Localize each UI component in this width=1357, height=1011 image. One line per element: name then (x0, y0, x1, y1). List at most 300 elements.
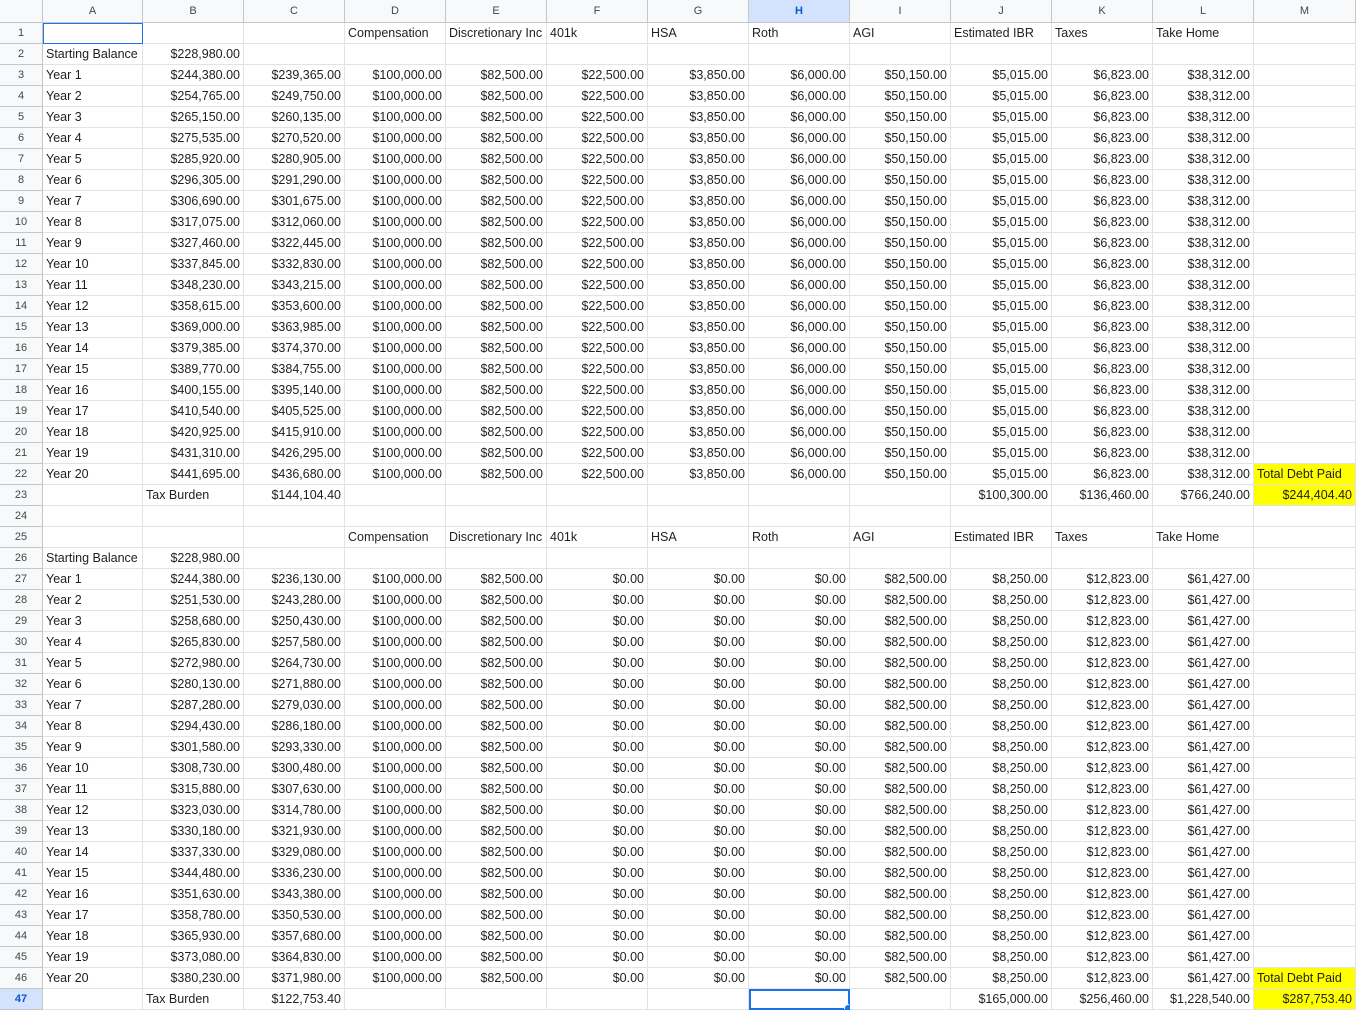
cell-a15[interactable]: Year 13 (43, 317, 143, 338)
cell-i13[interactable]: $50,150.00 (850, 275, 951, 296)
row-header-27[interactable]: 27 (0, 569, 43, 590)
row-header-30[interactable]: 30 (0, 632, 43, 653)
cell-d15[interactable]: $100,000.00 (345, 317, 446, 338)
cell-l23[interactable]: $766,240.00 (1153, 485, 1254, 506)
cell-j17[interactable]: $5,015.00 (951, 359, 1052, 380)
cell-k34[interactable]: $12,823.00 (1052, 716, 1153, 737)
cell-b4[interactable]: $254,765.00 (143, 86, 244, 107)
cell-f5[interactable]: $22,500.00 (547, 107, 648, 128)
cell-d8[interactable]: $100,000.00 (345, 170, 446, 191)
cell-d1[interactable]: Compensation (345, 23, 446, 44)
cell-i34[interactable]: $82,500.00 (850, 716, 951, 737)
cell-g11[interactable]: $3,850.00 (648, 233, 749, 254)
cell-c46[interactable]: $371,980.00 (244, 968, 345, 989)
cell-a17[interactable]: Year 15 (43, 359, 143, 380)
cell-k7[interactable]: $6,823.00 (1052, 149, 1153, 170)
cell-k23[interactable]: $136,460.00 (1052, 485, 1153, 506)
cell-h4[interactable]: $6,000.00 (749, 86, 850, 107)
cell-k15[interactable]: $6,823.00 (1052, 317, 1153, 338)
cell-h2[interactable] (749, 44, 850, 65)
cell-h44[interactable]: $0.00 (749, 926, 850, 947)
fill-handle[interactable] (844, 1004, 850, 1010)
cell-l30[interactable]: $61,427.00 (1153, 632, 1254, 653)
cell-f8[interactable]: $22,500.00 (547, 170, 648, 191)
cell-m20[interactable] (1254, 422, 1356, 443)
cell-a34[interactable]: Year 8 (43, 716, 143, 737)
cell-b21[interactable]: $431,310.00 (143, 443, 244, 464)
cell-d14[interactable]: $100,000.00 (345, 296, 446, 317)
cell-l8[interactable]: $38,312.00 (1153, 170, 1254, 191)
cell-c22[interactable]: $436,680.00 (244, 464, 345, 485)
cell-h28[interactable]: $0.00 (749, 590, 850, 611)
cell-a12[interactable]: Year 10 (43, 254, 143, 275)
cell-a32[interactable]: Year 6 (43, 674, 143, 695)
cell-f33[interactable]: $0.00 (547, 695, 648, 716)
cell-h40[interactable]: $0.00 (749, 842, 850, 863)
row-header-44[interactable]: 44 (0, 926, 43, 947)
cell-l47[interactable]: $1,228,540.00 (1153, 989, 1254, 1010)
row-header-22[interactable]: 22 (0, 464, 43, 485)
cell-i27[interactable]: $82,500.00 (850, 569, 951, 590)
row-header-7[interactable]: 7 (0, 149, 43, 170)
row-header-23[interactable]: 23 (0, 485, 43, 506)
column-header-f[interactable]: F (547, 0, 648, 23)
cell-f37[interactable]: $0.00 (547, 779, 648, 800)
cell-m25[interactable] (1254, 527, 1356, 548)
cell-b13[interactable]: $348,230.00 (143, 275, 244, 296)
cell-c29[interactable]: $250,430.00 (244, 611, 345, 632)
row-header-37[interactable]: 37 (0, 779, 43, 800)
cell-c21[interactable]: $426,295.00 (244, 443, 345, 464)
cell-h41[interactable]: $0.00 (749, 863, 850, 884)
cell-l46[interactable]: $61,427.00 (1153, 968, 1254, 989)
cell-b37[interactable]: $315,880.00 (143, 779, 244, 800)
cell-i4[interactable]: $50,150.00 (850, 86, 951, 107)
cell-m21[interactable] (1254, 443, 1356, 464)
column-header-j[interactable]: J (951, 0, 1052, 23)
cell-m45[interactable] (1254, 947, 1356, 968)
cell-l14[interactable]: $38,312.00 (1153, 296, 1254, 317)
cell-h27[interactable]: $0.00 (749, 569, 850, 590)
cell-e4[interactable]: $82,500.00 (446, 86, 547, 107)
cell-j10[interactable]: $5,015.00 (951, 212, 1052, 233)
cell-f31[interactable]: $0.00 (547, 653, 648, 674)
cell-a39[interactable]: Year 13 (43, 821, 143, 842)
cell-c13[interactable]: $343,215.00 (244, 275, 345, 296)
cell-a29[interactable]: Year 3 (43, 611, 143, 632)
cell-i44[interactable]: $82,500.00 (850, 926, 951, 947)
cell-i21[interactable]: $50,150.00 (850, 443, 951, 464)
cell-e30[interactable]: $82,500.00 (446, 632, 547, 653)
column-header-i[interactable]: I (850, 0, 951, 23)
cell-j29[interactable]: $8,250.00 (951, 611, 1052, 632)
select-all-corner[interactable] (0, 0, 43, 23)
cell-i7[interactable]: $50,150.00 (850, 149, 951, 170)
cell-b8[interactable]: $296,305.00 (143, 170, 244, 191)
cell-e17[interactable]: $82,500.00 (446, 359, 547, 380)
cell-a8[interactable]: Year 6 (43, 170, 143, 191)
cell-j19[interactable]: $5,015.00 (951, 401, 1052, 422)
cell-e22[interactable]: $82,500.00 (446, 464, 547, 485)
cell-j31[interactable]: $8,250.00 (951, 653, 1052, 674)
row-header-25[interactable]: 25 (0, 527, 43, 548)
cell-c15[interactable]: $363,985.00 (244, 317, 345, 338)
cell-d42[interactable]: $100,000.00 (345, 884, 446, 905)
cell-b6[interactable]: $275,535.00 (143, 128, 244, 149)
cell-e15[interactable]: $82,500.00 (446, 317, 547, 338)
cell-e11[interactable]: $82,500.00 (446, 233, 547, 254)
cell-f2[interactable] (547, 44, 648, 65)
cell-j14[interactable]: $5,015.00 (951, 296, 1052, 317)
cell-f44[interactable]: $0.00 (547, 926, 648, 947)
cell-m13[interactable] (1254, 275, 1356, 296)
cell-k5[interactable]: $6,823.00 (1052, 107, 1153, 128)
cell-k39[interactable]: $12,823.00 (1052, 821, 1153, 842)
cell-h22[interactable]: $6,000.00 (749, 464, 850, 485)
cell-i26[interactable] (850, 548, 951, 569)
cell-k41[interactable]: $12,823.00 (1052, 863, 1153, 884)
cell-a44[interactable]: Year 18 (43, 926, 143, 947)
cell-c14[interactable]: $353,600.00 (244, 296, 345, 317)
cell-j32[interactable]: $8,250.00 (951, 674, 1052, 695)
row-header-24[interactable]: 24 (0, 506, 43, 527)
cell-k1[interactable]: Taxes (1052, 23, 1153, 44)
cell-l2[interactable] (1153, 44, 1254, 65)
cell-b3[interactable]: $244,380.00 (143, 65, 244, 86)
cell-b25[interactable] (143, 527, 244, 548)
cell-j37[interactable]: $8,250.00 (951, 779, 1052, 800)
cell-j35[interactable]: $8,250.00 (951, 737, 1052, 758)
cell-e46[interactable]: $82,500.00 (446, 968, 547, 989)
cell-d46[interactable]: $100,000.00 (345, 968, 446, 989)
cell-c33[interactable]: $279,030.00 (244, 695, 345, 716)
column-header-d[interactable]: D (345, 0, 446, 23)
cell-h8[interactable]: $6,000.00 (749, 170, 850, 191)
cell-i19[interactable]: $50,150.00 (850, 401, 951, 422)
cell-m11[interactable] (1254, 233, 1356, 254)
cell-h3[interactable]: $6,000.00 (749, 65, 850, 86)
cell-g7[interactable]: $3,850.00 (648, 149, 749, 170)
cell-k22[interactable]: $6,823.00 (1052, 464, 1153, 485)
cell-k16[interactable]: $6,823.00 (1052, 338, 1153, 359)
cell-k29[interactable]: $12,823.00 (1052, 611, 1153, 632)
cell-d20[interactable]: $100,000.00 (345, 422, 446, 443)
cell-j24[interactable] (951, 506, 1052, 527)
cell-c16[interactable]: $374,370.00 (244, 338, 345, 359)
cell-d5[interactable]: $100,000.00 (345, 107, 446, 128)
cell-k11[interactable]: $6,823.00 (1052, 233, 1153, 254)
row-header-32[interactable]: 32 (0, 674, 43, 695)
cell-c1[interactable] (244, 23, 345, 44)
cell-a45[interactable]: Year 19 (43, 947, 143, 968)
cell-k13[interactable]: $6,823.00 (1052, 275, 1153, 296)
cell-d28[interactable]: $100,000.00 (345, 590, 446, 611)
cell-i8[interactable]: $50,150.00 (850, 170, 951, 191)
cell-c12[interactable]: $332,830.00 (244, 254, 345, 275)
cell-l19[interactable]: $38,312.00 (1153, 401, 1254, 422)
cell-l36[interactable]: $61,427.00 (1153, 758, 1254, 779)
cell-b47[interactable]: Tax Burden (143, 989, 244, 1010)
cell-e16[interactable]: $82,500.00 (446, 338, 547, 359)
cell-i9[interactable]: $50,150.00 (850, 191, 951, 212)
cell-c9[interactable]: $301,675.00 (244, 191, 345, 212)
cell-e36[interactable]: $82,500.00 (446, 758, 547, 779)
cell-d19[interactable]: $100,000.00 (345, 401, 446, 422)
cell-d37[interactable]: $100,000.00 (345, 779, 446, 800)
cell-m42[interactable] (1254, 884, 1356, 905)
cell-i38[interactable]: $82,500.00 (850, 800, 951, 821)
cell-i6[interactable]: $50,150.00 (850, 128, 951, 149)
cell-a28[interactable]: Year 2 (43, 590, 143, 611)
row-header-42[interactable]: 42 (0, 884, 43, 905)
cell-e7[interactable]: $82,500.00 (446, 149, 547, 170)
cell-m8[interactable] (1254, 170, 1356, 191)
cell-j34[interactable]: $8,250.00 (951, 716, 1052, 737)
cell-k38[interactable]: $12,823.00 (1052, 800, 1153, 821)
cell-g46[interactable]: $0.00 (648, 968, 749, 989)
cell-k42[interactable]: $12,823.00 (1052, 884, 1153, 905)
cell-c38[interactable]: $314,780.00 (244, 800, 345, 821)
cell-c36[interactable]: $300,480.00 (244, 758, 345, 779)
cell-k2[interactable] (1052, 44, 1153, 65)
cell-a14[interactable]: Year 12 (43, 296, 143, 317)
cell-h5[interactable]: $6,000.00 (749, 107, 850, 128)
cell-d23[interactable] (345, 485, 446, 506)
cell-a19[interactable]: Year 17 (43, 401, 143, 422)
cell-m2[interactable] (1254, 44, 1356, 65)
cell-j6[interactable]: $5,015.00 (951, 128, 1052, 149)
cell-g44[interactable]: $0.00 (648, 926, 749, 947)
cell-e19[interactable]: $82,500.00 (446, 401, 547, 422)
cell-b23[interactable]: Tax Burden (143, 485, 244, 506)
cell-m3[interactable] (1254, 65, 1356, 86)
cell-c39[interactable]: $321,930.00 (244, 821, 345, 842)
cell-g6[interactable]: $3,850.00 (648, 128, 749, 149)
cell-g19[interactable]: $3,850.00 (648, 401, 749, 422)
cell-e10[interactable]: $82,500.00 (446, 212, 547, 233)
cell-k3[interactable]: $6,823.00 (1052, 65, 1153, 86)
cell-h10[interactable]: $6,000.00 (749, 212, 850, 233)
cell-e40[interactable]: $82,500.00 (446, 842, 547, 863)
cell-f16[interactable]: $22,500.00 (547, 338, 648, 359)
cell-j5[interactable]: $5,015.00 (951, 107, 1052, 128)
cell-m38[interactable] (1254, 800, 1356, 821)
row-header-17[interactable]: 17 (0, 359, 43, 380)
cell-g13[interactable]: $3,850.00 (648, 275, 749, 296)
cell-d4[interactable]: $100,000.00 (345, 86, 446, 107)
cell-l45[interactable]: $61,427.00 (1153, 947, 1254, 968)
cell-k21[interactable]: $6,823.00 (1052, 443, 1153, 464)
cell-j18[interactable]: $5,015.00 (951, 380, 1052, 401)
cell-c11[interactable]: $322,445.00 (244, 233, 345, 254)
cell-i18[interactable]: $50,150.00 (850, 380, 951, 401)
cell-l1[interactable]: Take Home (1153, 23, 1254, 44)
cell-g43[interactable]: $0.00 (648, 905, 749, 926)
cell-b15[interactable]: $369,000.00 (143, 317, 244, 338)
cell-k27[interactable]: $12,823.00 (1052, 569, 1153, 590)
cell-i22[interactable]: $50,150.00 (850, 464, 951, 485)
row-header-45[interactable]: 45 (0, 947, 43, 968)
cell-i30[interactable]: $82,500.00 (850, 632, 951, 653)
cell-i16[interactable]: $50,150.00 (850, 338, 951, 359)
row-header-12[interactable]: 12 (0, 254, 43, 275)
cell-j23[interactable]: $100,300.00 (951, 485, 1052, 506)
cell-i12[interactable]: $50,150.00 (850, 254, 951, 275)
cell-m33[interactable] (1254, 695, 1356, 716)
cell-f10[interactable]: $22,500.00 (547, 212, 648, 233)
cell-i40[interactable]: $82,500.00 (850, 842, 951, 863)
cell-a6[interactable]: Year 4 (43, 128, 143, 149)
cell-l25[interactable]: Take Home (1153, 527, 1254, 548)
cell-l31[interactable]: $61,427.00 (1153, 653, 1254, 674)
cell-f40[interactable]: $0.00 (547, 842, 648, 863)
row-header-43[interactable]: 43 (0, 905, 43, 926)
cell-l40[interactable]: $61,427.00 (1153, 842, 1254, 863)
cell-k31[interactable]: $12,823.00 (1052, 653, 1153, 674)
cell-g14[interactable]: $3,850.00 (648, 296, 749, 317)
row-header-13[interactable]: 13 (0, 275, 43, 296)
cell-f24[interactable] (547, 506, 648, 527)
cell-m18[interactable] (1254, 380, 1356, 401)
cell-c26[interactable] (244, 548, 345, 569)
cell-a41[interactable]: Year 15 (43, 863, 143, 884)
cell-k14[interactable]: $6,823.00 (1052, 296, 1153, 317)
cell-h34[interactable]: $0.00 (749, 716, 850, 737)
cell-a30[interactable]: Year 4 (43, 632, 143, 653)
cell-g10[interactable]: $3,850.00 (648, 212, 749, 233)
cell-c40[interactable]: $329,080.00 (244, 842, 345, 863)
cell-d10[interactable]: $100,000.00 (345, 212, 446, 233)
cell-i45[interactable]: $82,500.00 (850, 947, 951, 968)
cell-e9[interactable]: $82,500.00 (446, 191, 547, 212)
cell-d43[interactable]: $100,000.00 (345, 905, 446, 926)
cell-b26[interactable]: $228,980.00 (143, 548, 244, 569)
cell-l44[interactable]: $61,427.00 (1153, 926, 1254, 947)
cell-b40[interactable]: $337,330.00 (143, 842, 244, 863)
cell-h13[interactable]: $6,000.00 (749, 275, 850, 296)
cell-h25[interactable]: Roth (749, 527, 850, 548)
cell-e3[interactable]: $82,500.00 (446, 65, 547, 86)
row-header-29[interactable]: 29 (0, 611, 43, 632)
cell-h33[interactable]: $0.00 (749, 695, 850, 716)
cell-i29[interactable]: $82,500.00 (850, 611, 951, 632)
cell-k44[interactable]: $12,823.00 (1052, 926, 1153, 947)
cell-d24[interactable] (345, 506, 446, 527)
cell-e13[interactable]: $82,500.00 (446, 275, 547, 296)
cell-f15[interactable]: $22,500.00 (547, 317, 648, 338)
cell-f19[interactable]: $22,500.00 (547, 401, 648, 422)
cell-b43[interactable]: $358,780.00 (143, 905, 244, 926)
cell-l26[interactable] (1153, 548, 1254, 569)
cell-c45[interactable]: $364,830.00 (244, 947, 345, 968)
cell-k4[interactable]: $6,823.00 (1052, 86, 1153, 107)
cell-m39[interactable] (1254, 821, 1356, 842)
cell-b22[interactable]: $441,695.00 (143, 464, 244, 485)
row-header-10[interactable]: 10 (0, 212, 43, 233)
cell-h42[interactable]: $0.00 (749, 884, 850, 905)
cell-a22[interactable]: Year 20 (43, 464, 143, 485)
cell-l4[interactable]: $38,312.00 (1153, 86, 1254, 107)
cell-g2[interactable] (648, 44, 749, 65)
cell-d35[interactable]: $100,000.00 (345, 737, 446, 758)
cell-m14[interactable] (1254, 296, 1356, 317)
cell-k45[interactable]: $12,823.00 (1052, 947, 1153, 968)
cell-f9[interactable]: $22,500.00 (547, 191, 648, 212)
cell-b7[interactable]: $285,920.00 (143, 149, 244, 170)
cell-b36[interactable]: $308,730.00 (143, 758, 244, 779)
cell-i5[interactable]: $50,150.00 (850, 107, 951, 128)
cell-j40[interactable]: $8,250.00 (951, 842, 1052, 863)
cell-g24[interactable] (648, 506, 749, 527)
cell-b11[interactable]: $327,460.00 (143, 233, 244, 254)
cell-h23[interactable] (749, 485, 850, 506)
cell-a16[interactable]: Year 14 (43, 338, 143, 359)
row-header-47[interactable]: 47 (0, 989, 43, 1010)
cell-g42[interactable]: $0.00 (648, 884, 749, 905)
cell-d9[interactable]: $100,000.00 (345, 191, 446, 212)
cell-e12[interactable]: $82,500.00 (446, 254, 547, 275)
cell-l7[interactable]: $38,312.00 (1153, 149, 1254, 170)
cell-l33[interactable]: $61,427.00 (1153, 695, 1254, 716)
cell-g3[interactable]: $3,850.00 (648, 65, 749, 86)
cell-f41[interactable]: $0.00 (547, 863, 648, 884)
cell-e28[interactable]: $82,500.00 (446, 590, 547, 611)
cell-c7[interactable]: $280,905.00 (244, 149, 345, 170)
cell-d33[interactable]: $100,000.00 (345, 695, 446, 716)
cell-i15[interactable]: $50,150.00 (850, 317, 951, 338)
cell-e41[interactable]: $82,500.00 (446, 863, 547, 884)
cell-k12[interactable]: $6,823.00 (1052, 254, 1153, 275)
cell-m29[interactable] (1254, 611, 1356, 632)
cell-m4[interactable] (1254, 86, 1356, 107)
cell-k9[interactable]: $6,823.00 (1052, 191, 1153, 212)
cell-f21[interactable]: $22,500.00 (547, 443, 648, 464)
cell-m35[interactable] (1254, 737, 1356, 758)
column-header-m[interactable]: M (1254, 0, 1356, 23)
cell-c18[interactable]: $395,140.00 (244, 380, 345, 401)
cell-a42[interactable]: Year 16 (43, 884, 143, 905)
cell-j8[interactable]: $5,015.00 (951, 170, 1052, 191)
cell-c2[interactable] (244, 44, 345, 65)
cell-h39[interactable]: $0.00 (749, 821, 850, 842)
cell-e29[interactable]: $82,500.00 (446, 611, 547, 632)
cell-e44[interactable]: $82,500.00 (446, 926, 547, 947)
cell-j36[interactable]: $8,250.00 (951, 758, 1052, 779)
row-header-6[interactable]: 6 (0, 128, 43, 149)
cell-j27[interactable]: $8,250.00 (951, 569, 1052, 590)
cell-m26[interactable] (1254, 548, 1356, 569)
cell-h29[interactable]: $0.00 (749, 611, 850, 632)
cell-m28[interactable] (1254, 590, 1356, 611)
column-header-e[interactable]: E (446, 0, 547, 23)
cell-m24[interactable] (1254, 506, 1356, 527)
cell-a21[interactable]: Year 19 (43, 443, 143, 464)
cell-b16[interactable]: $379,385.00 (143, 338, 244, 359)
cell-i28[interactable]: $82,500.00 (850, 590, 951, 611)
cell-k47[interactable]: $256,460.00 (1052, 989, 1153, 1010)
cell-d34[interactable]: $100,000.00 (345, 716, 446, 737)
cell-g30[interactable]: $0.00 (648, 632, 749, 653)
cell-a20[interactable]: Year 18 (43, 422, 143, 443)
column-header-a[interactable]: A (43, 0, 143, 23)
cell-d13[interactable]: $100,000.00 (345, 275, 446, 296)
cell-e47[interactable] (446, 989, 547, 1010)
cell-a47[interactable] (43, 989, 143, 1010)
cell-d36[interactable]: $100,000.00 (345, 758, 446, 779)
cell-h11[interactable]: $6,000.00 (749, 233, 850, 254)
cell-i35[interactable]: $82,500.00 (850, 737, 951, 758)
cell-g39[interactable]: $0.00 (648, 821, 749, 842)
